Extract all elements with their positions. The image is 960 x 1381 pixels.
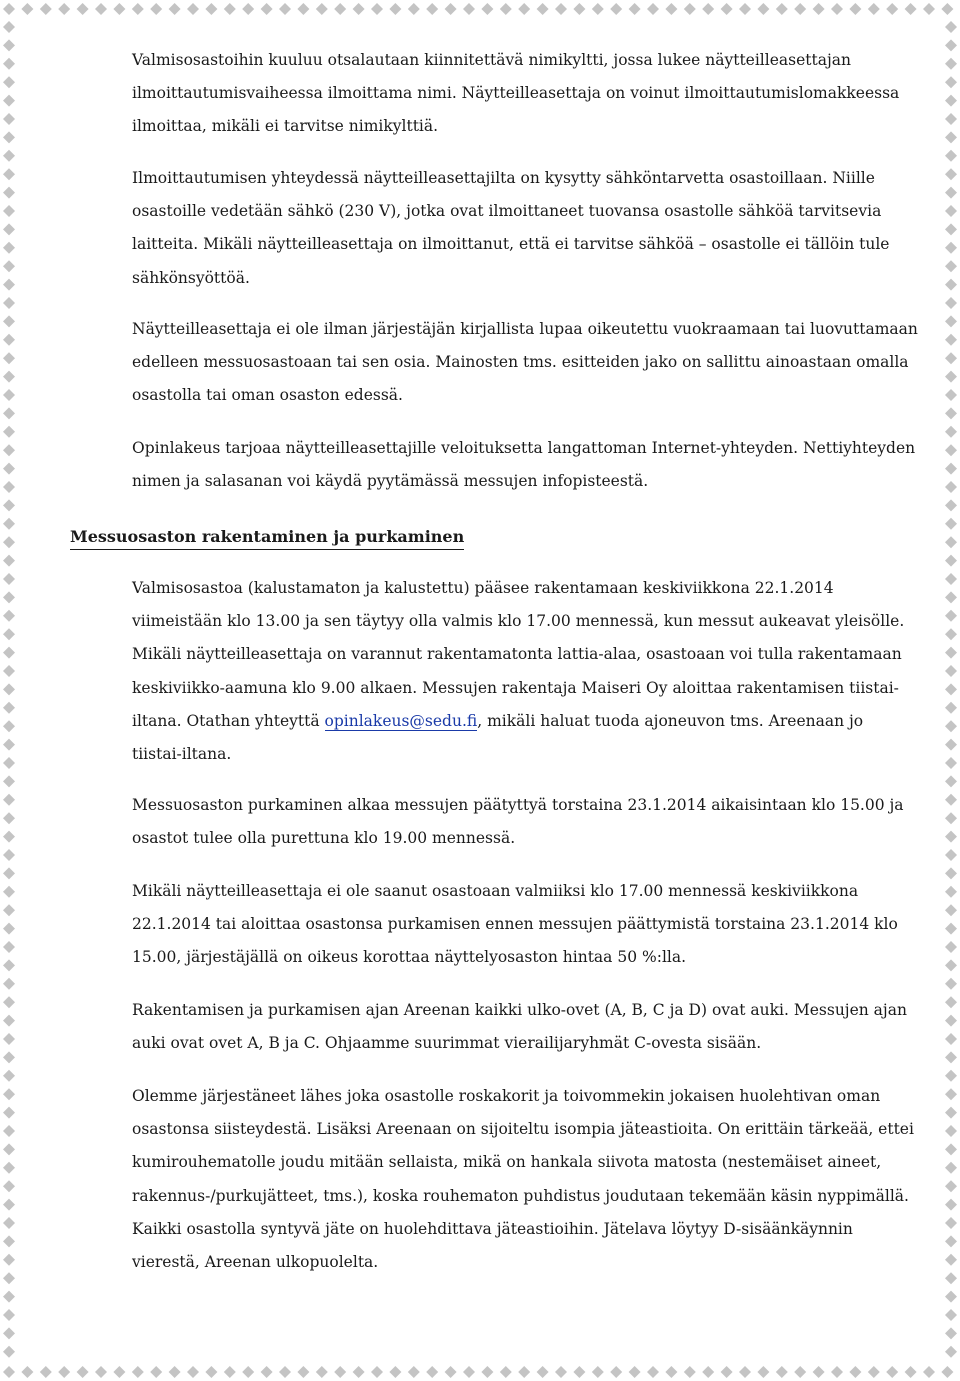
diamond-icon (886, 1366, 898, 1378)
diamond-icon (3, 812, 15, 824)
paragraph-nameplate (132, 44, 902, 144)
text-line: vierestä, Areenan ulkopuolelta. (132, 1253, 379, 1272)
diamond-icon (945, 315, 957, 327)
text-line: sähkönsyöttöä. (132, 268, 250, 287)
diamond-icon (3, 168, 15, 180)
diamond-icon (945, 886, 957, 898)
diamond-icon (3, 21, 15, 33)
diamond-icon (555, 1366, 567, 1378)
diamond-icon (610, 3, 622, 15)
diamond-icon (371, 1366, 383, 1378)
diamond-icon (665, 3, 677, 15)
diamond-icon (945, 959, 957, 971)
diamond-icon (3, 683, 15, 695)
diamond-icon (3, 279, 15, 291)
diamond-icon (3, 757, 15, 769)
diamond-icon (945, 426, 957, 438)
diamond-icon (3, 1143, 15, 1155)
diamond-icon (945, 1125, 957, 1137)
diamond-icon (794, 3, 806, 15)
text-line: Näytteilleasettaja ei ole ilman järjestäjän kirjallista lupaa oikeutettu vuokraamaan tai luovuttamaan (132, 320, 918, 338)
diamond-icon (849, 1366, 861, 1378)
diamond-icon (813, 1366, 825, 1378)
diamond-icon (389, 1366, 401, 1378)
diamond-icon (3, 904, 15, 916)
diamond-icon (169, 3, 181, 15)
diamond-icon (945, 1254, 957, 1266)
diamond-icon (945, 463, 957, 475)
diamond-icon (945, 352, 957, 364)
left-diamond-border (0, 0, 20, 1381)
diamond-icon (481, 1366, 493, 1378)
diamond-icon (945, 1199, 957, 1211)
top-diamond-border (0, 0, 960, 20)
diamond-icon (40, 3, 52, 15)
diamond-icon (242, 3, 254, 15)
diamond-icon (426, 1366, 438, 1378)
text-line: ilmoittaa, mikäli ei tarvitse nimikylttiä. (132, 117, 439, 136)
section-heading-text: Messuosaston rakentaminen ja purkaminen (70, 527, 464, 550)
diamond-icon (3, 1327, 15, 1339)
diamond-icon (945, 1309, 957, 1321)
diamond-icon (3, 867, 15, 879)
text-line: edelleen messuosastoaan tai sen osia. Mainosten tms. esitteiden jako on sallittu ainoastaan omalla (132, 353, 909, 372)
diamond-icon (945, 573, 957, 585)
diamond-icon (3, 739, 15, 751)
diamond-icon (3, 849, 15, 861)
diamond-icon (3, 297, 15, 309)
diamond-icon (3, 794, 15, 806)
diamond-icon (831, 1366, 843, 1378)
diamond-icon (592, 1366, 604, 1378)
diamond-icon (945, 904, 957, 916)
diamond-icon (3, 481, 15, 493)
diamond-icon (187, 1366, 199, 1378)
diamond-icon (95, 1366, 107, 1378)
diamond-icon (3, 1199, 15, 1211)
diamond-icon (868, 3, 880, 15)
paragraph-subletting (132, 313, 918, 413)
diamond-icon (945, 665, 957, 677)
diamond-icon (945, 591, 957, 603)
diamond-icon (945, 610, 957, 622)
diamond-icon (481, 3, 493, 15)
diamond-icon (3, 499, 15, 511)
section-heading (70, 520, 464, 553)
diamond-icon (945, 1217, 957, 1229)
text-line: 15.00, järjestäjällä on oikeus korottaa näyttelyosaston hintaa 50 %:lla. (132, 948, 687, 967)
text-line: Valmisosastoihin kuuluu otsalautaan kiinnitettävä nimikyltti, jossa lukee näytteilleasettajan (132, 51, 851, 69)
diamond-icon (945, 131, 957, 143)
diamond-icon (945, 923, 957, 935)
diamond-icon (3, 3, 15, 15)
diamond-icon (224, 1366, 236, 1378)
diamond-icon (3, 959, 15, 971)
diamond-icon (3, 1070, 15, 1082)
diamond-icon (923, 3, 935, 15)
diamond-icon (945, 702, 957, 714)
diamond-icon (58, 1366, 70, 1378)
diamond-icon (371, 3, 383, 15)
diamond-icon (3, 463, 15, 475)
text-line: ilmoittautumisvaiheessa ilmoittama nimi. Näytteilleasettaja on voinut ilmoittautumislomakkeessa (132, 84, 900, 103)
text-line: osastoille vedetään sähkö (230 V), jotka ovat ilmoittaneet tuovansa osastolle sähköä tarvitsevia (132, 202, 882, 221)
diamond-icon (739, 3, 751, 15)
diamond-icon (279, 3, 291, 15)
text-line: auki ovat ovet A, B ja C. Ohjaamme suurimmat vierailijaryhmät C-ovesta sisään. (132, 1034, 762, 1053)
diamond-icon (537, 3, 549, 15)
diamond-icon (945, 150, 957, 162)
diamond-icon (849, 3, 861, 15)
diamond-icon (3, 187, 15, 199)
diamond-icon (941, 1366, 953, 1378)
text-line: kumirouhematolle joudu mitään sellaista, mikä on hankala siivota matosta (nestemäiset aineet, (132, 1153, 882, 1172)
diamond-icon (500, 3, 512, 15)
diamond-icon (923, 1366, 935, 1378)
diamond-icon (463, 3, 475, 15)
diamond-icon (445, 3, 457, 15)
email-link[interactable]: opinlakeus@sedu.fi (324, 711, 478, 730)
diamond-icon (169, 1366, 181, 1378)
diamond-icon (721, 1366, 733, 1378)
diamond-icon (353, 3, 365, 15)
diamond-icon (3, 591, 15, 603)
diamond-icon (610, 1366, 622, 1378)
paragraph-waste (132, 1080, 914, 1279)
diamond-icon (945, 739, 957, 751)
diamond-icon (426, 3, 438, 15)
diamond-icon (945, 757, 957, 769)
diamond-icon (945, 113, 957, 125)
diamond-icon (702, 3, 714, 15)
diamond-icon (205, 3, 217, 15)
text-line: tiistai-iltana. (132, 745, 232, 764)
text-line: osastonsa siisteydestä. Lisäksi Areenaan on sijoiteltu isompia jäteastioita. On erittäin tärkeää, ettei (132, 1120, 914, 1139)
diamond-icon (945, 205, 957, 217)
text-line: osastot tulee olla purettuna klo 19.00 mennessä. (132, 829, 516, 848)
diamond-icon (3, 978, 15, 990)
diamond-icon (945, 297, 957, 309)
diamond-icon (647, 1366, 659, 1378)
diamond-icon (3, 113, 15, 125)
diamond-icon (945, 334, 957, 346)
diamond-icon (3, 702, 15, 714)
diamond-icon (77, 3, 89, 15)
diamond-icon (941, 3, 953, 15)
diamond-icon (945, 978, 957, 990)
diamond-icon (573, 3, 585, 15)
text-line: rakennus-/purkujätteet, tms.), koska rouhematon puhdistus joudutaan tekemään käsin nyppimällä. (132, 1186, 909, 1205)
diamond-icon (279, 1366, 291, 1378)
diamond-icon (945, 407, 957, 419)
diamond-icon (945, 518, 957, 530)
diamond-icon (463, 1366, 475, 1378)
diamond-icon (3, 536, 15, 548)
diamond-icon (3, 1272, 15, 1284)
diamond-icon (945, 1272, 957, 1284)
text-line: Messuosaston purkaminen alkaa messujen päätyttyä torstaina 23.1.2014 aikaisintaan klo 15.00 ja (132, 796, 904, 814)
diamond-icon (3, 444, 15, 456)
text-line: Ilmoittautumisen yhteydessä näytteilleasettajilta on kysytty sähköntarvetta osastoillaan. Niille (132, 169, 875, 187)
diamond-icon (3, 334, 15, 346)
diamond-icon (3, 389, 15, 401)
diamond-icon (945, 260, 957, 272)
diamond-icon (187, 3, 199, 15)
diamond-icon (3, 205, 15, 217)
diamond-icon (721, 3, 733, 15)
diamond-icon (3, 665, 15, 677)
text-line: Valmisosastoa (kalustamaton ja kalustettu) pääsee rakentamaan keskiviikkona 22.1.2014 (132, 579, 834, 597)
diamond-icon (945, 39, 957, 51)
diamond-icon (95, 3, 107, 15)
diamond-icon (3, 1162, 15, 1174)
diamond-icon (205, 1366, 217, 1378)
diamond-icon (945, 168, 957, 180)
diamond-icon (945, 775, 957, 787)
diamond-icon (353, 1366, 365, 1378)
diamond-icon (77, 1366, 89, 1378)
diamond-icon (3, 150, 15, 162)
diamond-icon (945, 1107, 957, 1119)
diamond-icon (684, 1366, 696, 1378)
diamond-icon (945, 1291, 957, 1303)
diamond-icon (945, 536, 957, 548)
diamond-icon (389, 3, 401, 15)
diamond-icon (555, 3, 567, 15)
diamond-icon (945, 647, 957, 659)
diamond-icon (3, 1254, 15, 1266)
diamond-icon (945, 187, 957, 199)
diamond-icon (629, 1366, 641, 1378)
paragraph-building (132, 572, 905, 771)
diamond-icon (3, 95, 15, 107)
diamond-icon (945, 849, 957, 861)
diamond-icon (757, 3, 769, 15)
diamond-icon (945, 1070, 957, 1082)
diamond-icon (3, 886, 15, 898)
diamond-icon (3, 1180, 15, 1192)
diamond-icon (945, 812, 957, 824)
diamond-icon (905, 1366, 917, 1378)
diamond-icon (3, 573, 15, 585)
text-line: osastolla tai oman osaston edessä. (132, 386, 403, 405)
diamond-icon (3, 315, 15, 327)
diamond-icon (445, 1366, 457, 1378)
diamond-icon (3, 996, 15, 1008)
diamond-icon (316, 1366, 328, 1378)
diamond-icon (945, 1235, 957, 1247)
bottom-diamond-border (0, 1361, 960, 1381)
paragraph-dismantling (132, 789, 902, 855)
diamond-icon (3, 610, 15, 622)
diamond-icon (592, 3, 604, 15)
diamond-icon (3, 831, 15, 843)
paragraph-electricity (132, 162, 902, 295)
diamond-icon (3, 58, 15, 70)
diamond-icon (58, 3, 70, 15)
diamond-icon (3, 1217, 15, 1229)
diamond-icon (113, 3, 125, 15)
diamond-icon (945, 683, 957, 695)
diamond-icon (945, 1327, 957, 1339)
diamond-icon (3, 1088, 15, 1100)
diamond-icon (3, 371, 15, 383)
diamond-icon (40, 1366, 52, 1378)
diamond-icon (945, 371, 957, 383)
diamond-icon (500, 1366, 512, 1378)
diamond-icon (3, 1366, 15, 1378)
diamond-icon (945, 1180, 957, 1192)
diamond-icon (647, 3, 659, 15)
text-line: keskiviikko-aamuna klo 9.00 alkaen. Messujen rakentaja Maiseri Oy aloittaa rakentamisen tiistai- (132, 678, 899, 697)
paragraph-penalty (132, 875, 902, 975)
diamond-icon (297, 1366, 309, 1378)
diamond-icon (702, 1366, 714, 1378)
right-diamond-border (940, 0, 960, 1381)
text-line: 22.1.2014 tai aloittaa osastonsa purkamisen ennen messujen päättymistä torstaina 23.1.2014 klo (132, 915, 898, 934)
diamond-icon (3, 1346, 15, 1358)
diamond-icon (3, 1033, 15, 1045)
diamond-icon (518, 3, 530, 15)
diamond-icon (3, 76, 15, 88)
diamond-icon (150, 1366, 162, 1378)
diamond-icon (945, 1143, 957, 1155)
diamond-icon (573, 1366, 585, 1378)
diamond-icon (794, 1366, 806, 1378)
diamond-icon (3, 242, 15, 254)
diamond-icon (132, 3, 144, 15)
text-fragment: , mikäli haluat tuoda ajoneuvon tms. Areenaan jo (477, 711, 864, 730)
diamond-icon (945, 1051, 957, 1063)
diamond-icon (3, 720, 15, 732)
diamond-icon (150, 3, 162, 15)
diamond-icon (3, 941, 15, 953)
diamond-icon (945, 481, 957, 493)
diamond-icon (945, 831, 957, 843)
diamond-icon (3, 628, 15, 640)
diamond-icon (3, 352, 15, 364)
text-fragment: iltana. Otathan yhteyttä (132, 711, 325, 730)
diamond-icon (3, 518, 15, 530)
diamond-icon (945, 555, 957, 567)
diamond-icon (945, 941, 957, 953)
diamond-icon (945, 95, 957, 107)
text-line: Mikäli näytteilleasettaja on varannut rakentamatonta lattia-alaa, osastoaan voi tulla rakentamaan (132, 645, 902, 664)
diamond-icon (945, 444, 957, 456)
diamond-icon (21, 1366, 33, 1378)
diamond-icon (518, 1366, 530, 1378)
diamond-icon (3, 647, 15, 659)
diamond-icon (224, 3, 236, 15)
text-line: Olemme järjestäneet lähes joka osastolle roskakorit ja toivommekin jokaisen huolehtivan oman (132, 1087, 881, 1105)
text-line: nimen ja salasanan voi käydä pyytämässä messujen infopisteestä. (132, 472, 649, 491)
diamond-icon (3, 1235, 15, 1247)
diamond-icon (945, 1033, 957, 1045)
diamond-icon (3, 1107, 15, 1119)
paragraph-internet (132, 432, 916, 498)
diamond-icon (3, 426, 15, 438)
diamond-icon (776, 1366, 788, 1378)
diamond-icon (945, 996, 957, 1008)
diamond-icon (945, 794, 957, 806)
text-line: Opinlakeus tarjoaa näytteilleasettajille veloituksetta langattoman Internet-yhteyden. Nettiyhteyden (132, 439, 916, 457)
diamond-icon (813, 3, 825, 15)
diamond-icon (739, 1366, 751, 1378)
diamond-icon (757, 1366, 769, 1378)
diamond-icon (408, 1366, 420, 1378)
diamond-icon (3, 1291, 15, 1303)
diamond-icon (316, 3, 328, 15)
diamond-icon (408, 3, 420, 15)
diamond-icon (945, 499, 957, 511)
diamond-icon (21, 3, 33, 15)
diamond-icon (945, 242, 957, 254)
diamond-icon (886, 3, 898, 15)
diamond-icon (945, 279, 957, 291)
diamond-icon (3, 131, 15, 143)
diamond-icon (537, 1366, 549, 1378)
diamond-icon (3, 1051, 15, 1063)
text-line-with-email (132, 705, 902, 738)
diamond-icon (113, 1366, 125, 1378)
diamond-icon (3, 923, 15, 935)
text-line: viimeistään klo 13.00 ja sen täytyy olla valmis klo 17.00 mennessä, kun messut aukeavat yleisölle. (132, 612, 905, 631)
diamond-icon (3, 555, 15, 567)
text-line: Kaikki osastolla syntyvä jäte on huolehdittava jäteastioihin. Jätelava löytyy D-sisäänkäynnin (132, 1219, 853, 1238)
diamond-icon (945, 58, 957, 70)
diamond-icon (945, 867, 957, 879)
diamond-icon (3, 39, 15, 51)
diamond-icon (3, 407, 15, 419)
text-line: laitteita. Mikäli näytteilleasettaja on ilmoittanut, että ei tarvitse sähköä – osastolle ei tällöin tule (132, 235, 890, 254)
paragraph-doors (132, 994, 907, 1060)
diamond-icon (665, 1366, 677, 1378)
diamond-icon (868, 1366, 880, 1378)
diamond-icon (945, 1015, 957, 1027)
diamond-icon (3, 1309, 15, 1321)
diamond-icon (3, 775, 15, 787)
diamond-icon (334, 1366, 346, 1378)
diamond-icon (905, 3, 917, 15)
diamond-icon (945, 1346, 957, 1358)
diamond-icon (945, 223, 957, 235)
diamond-icon (945, 1162, 957, 1174)
diamond-icon (3, 223, 15, 235)
diamond-icon (261, 1366, 273, 1378)
text-line: Rakentamisen ja purkamisen ajan Areenan kaikki ulko-ovet (A, B, C ja D) ovat auki. Messujen ajan (132, 1001, 907, 1019)
diamond-icon (945, 628, 957, 640)
diamond-icon (945, 1088, 957, 1100)
diamond-icon (132, 1366, 144, 1378)
diamond-icon (242, 1366, 254, 1378)
diamond-icon (334, 3, 346, 15)
diamond-icon (3, 1125, 15, 1137)
diamond-icon (3, 260, 15, 272)
diamond-icon (776, 3, 788, 15)
diamond-icon (261, 3, 273, 15)
diamond-icon (945, 76, 957, 88)
diamond-icon (945, 389, 957, 401)
diamond-icon (945, 720, 957, 732)
diamond-icon (831, 3, 843, 15)
diamond-icon (945, 21, 957, 33)
diamond-icon (629, 3, 641, 15)
diamond-icon (3, 1015, 15, 1027)
text-line: Mikäli näytteilleasettaja ei ole saanut osastoaan valmiiksi klo 17.00 mennessä keskiviikkona (132, 882, 859, 900)
diamond-icon (297, 3, 309, 15)
diamond-icon (684, 3, 696, 15)
